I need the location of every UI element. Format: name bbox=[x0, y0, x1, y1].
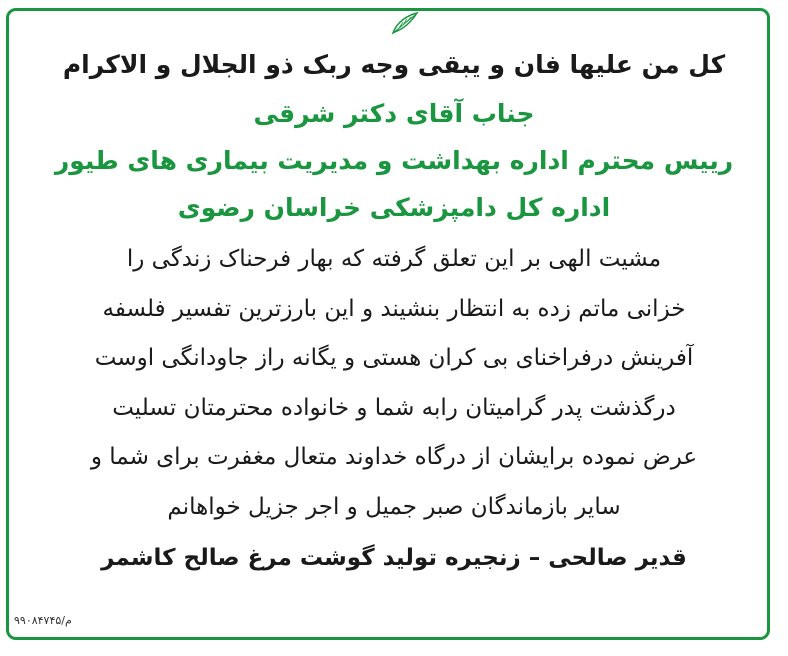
addressee-name: جناب آقای دکتر شرقی bbox=[253, 99, 535, 128]
addressee-position: رییس محترم اداره بهداشت و مدیریت بیماری های طیور bbox=[54, 146, 734, 175]
announcement-content bbox=[20, 40, 768, 584]
message-line: خزانی ماتم زده به انتظار بنشیند و این بارزترین تفسیر فلسفه bbox=[102, 295, 686, 322]
message-line: سایر بازماندگان صبر جمیل و اجر جزیل خواهانم bbox=[167, 493, 621, 520]
message-line: آفرینش درفراخنای بی کران هستی و یگانه راز جاودانگی اوست bbox=[94, 345, 694, 371]
ad-code: م/۹۹۰۸۴۷۴۵ bbox=[14, 614, 72, 627]
message-line: درگذشت پدر گرامیتان رابه شما و خانواده محترمتان تسلیت bbox=[112, 394, 676, 421]
quran-verse: کل من علیها فان و یبقی وجه ربک ذو الجلال و الاکرام bbox=[62, 50, 726, 79]
feather-icon bbox=[379, 11, 427, 37]
signature: قدیر صالحی – زنجیره تولید گوشت مرغ صالح کاشمر bbox=[101, 545, 687, 571]
addressee-organization: اداره کل دامپزشکی خراسان رضوی bbox=[177, 193, 611, 222]
condolence-message bbox=[20, 235, 768, 532]
message-line: مشیت الهی بر این تعلق گرفته که بهار فرحناک زندگی را bbox=[126, 246, 662, 272]
message-line: عرض نموده برایشان از درگاه خداوند متعال مغفرت برای شما و bbox=[90, 444, 698, 470]
